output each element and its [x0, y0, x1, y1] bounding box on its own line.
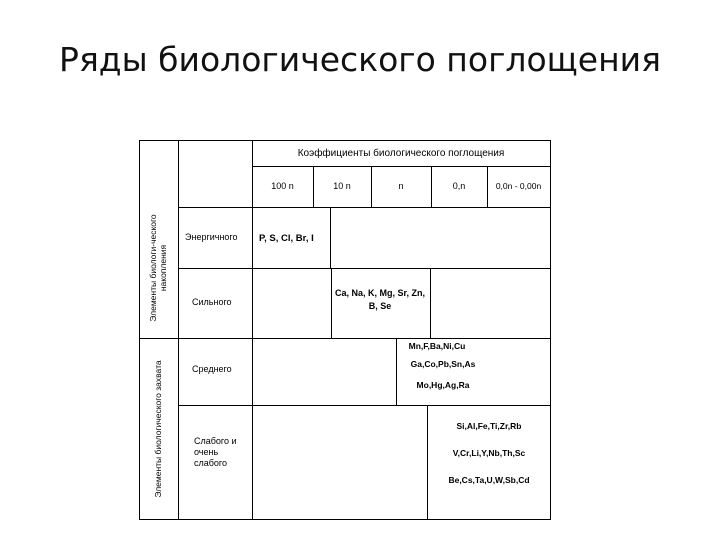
elements-weak-3: Be,Cs,Ta,U,W,Sb,Cd	[448, 475, 530, 485]
step-strong-right	[430, 268, 431, 338]
row-label-strong: Сильного	[192, 297, 232, 307]
elements-weak-2: V,Cr,Li,Y,Nb,Th,Sc	[452, 448, 526, 458]
step-energetic-bottom	[252, 268, 550, 269]
elements-weak-1: Si,Al,Fe,Ti,Zr,Rb	[456, 421, 522, 431]
coef-100n: 100 n	[271, 181, 294, 191]
elements-medium-3: Mo,Hg,Ag,Ra	[416, 380, 470, 390]
row-divider-1	[178, 268, 252, 269]
header-divider	[252, 166, 550, 167]
row-label-energetic: Энергичного	[185, 232, 238, 242]
step-medium-bottom	[252, 405, 550, 406]
coefficients-header: Коэффициенты биологического поглощения	[297, 148, 505, 159]
coef-10n: 10 n	[333, 181, 351, 191]
row-label-column-divider	[252, 140, 253, 520]
table-border-bottom	[139, 519, 551, 520]
elements-strong: Ca, Na, K, Mg, Sr, Zn, B, Se	[334, 288, 425, 311]
table-border-left	[139, 140, 140, 520]
group-label-accumulation: Элементы биологи-ческого накопления	[148, 214, 168, 322]
elements-energetic: P, S, Cl, Br, I	[259, 233, 314, 244]
group-label-column-divider	[178, 140, 179, 520]
coef-00n-000n: 0,0n - 0,00n	[495, 181, 542, 191]
header-bottom-line	[178, 207, 550, 208]
group-label-capture: Элементы биологического захвата	[153, 360, 163, 498]
row-divider-2	[178, 338, 252, 339]
step-strong-left	[331, 268, 332, 338]
elements-medium-2: Ga,Co,Pb,Sn,As	[410, 359, 476, 369]
step-strong-bottom	[252, 338, 550, 339]
table-border-top	[139, 140, 551, 141]
table-border-right	[550, 140, 551, 520]
row-label-medium: Среднего	[192, 364, 232, 374]
step-weak-left	[427, 405, 428, 520]
step-energetic-right	[330, 207, 331, 268]
slide-title: Ряды биологического поглощения	[59, 40, 661, 79]
row-divider-3	[178, 405, 252, 406]
coef-n: n	[398, 181, 404, 191]
elements-medium-1: Mn,F,Ba,Ni,Cu	[408, 341, 466, 351]
coef-0n: 0,n	[452, 181, 466, 191]
row-label-weak: Слабого и очень слабого	[194, 436, 237, 468]
